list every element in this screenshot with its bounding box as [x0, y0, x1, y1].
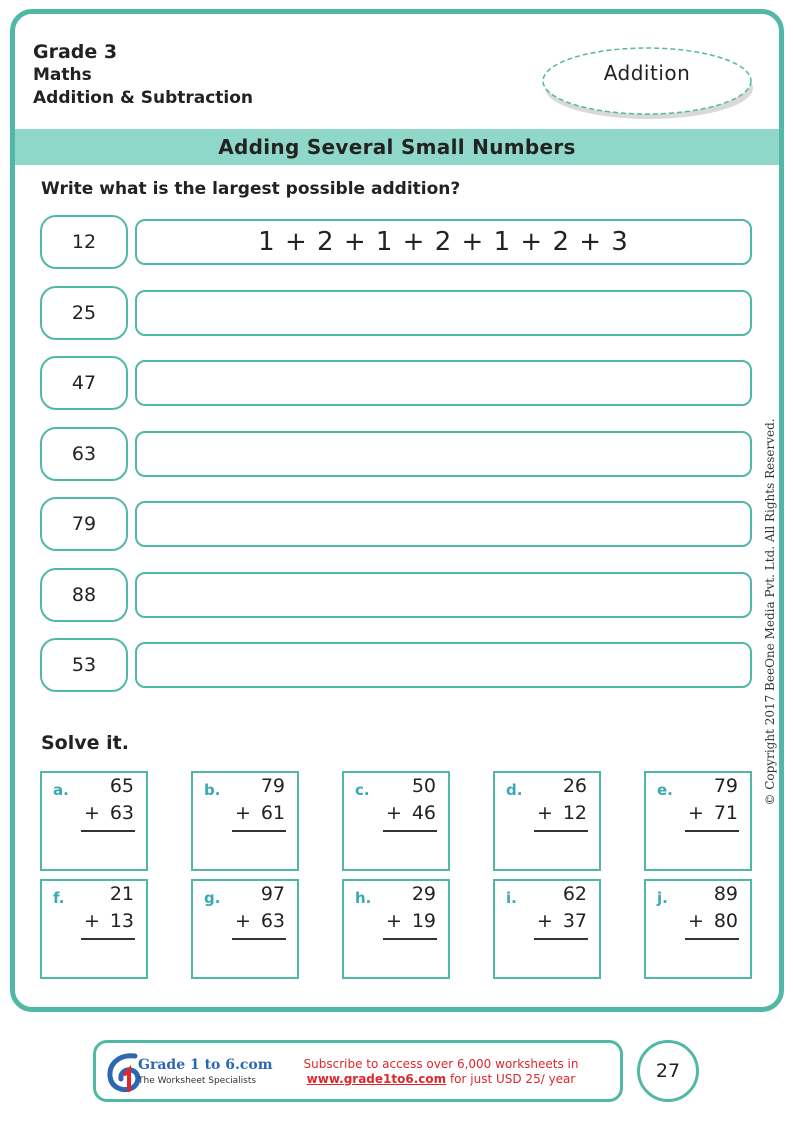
operator-sign: + [386, 910, 402, 932]
target-number-box: 88 [40, 568, 128, 622]
answer-rule [81, 938, 135, 940]
addition-row [40, 215, 758, 271]
addition-problem[interactable] [342, 771, 450, 871]
bottom-addend: 19 [411, 910, 436, 932]
bottom-addend: 61 [260, 802, 285, 824]
promo-price: for just USD 25/ year [446, 1072, 576, 1086]
top-addend: 97 [260, 883, 285, 905]
addition-problem[interactable] [644, 771, 752, 871]
operator-sign: + [235, 802, 251, 824]
top-addend: 65 [109, 775, 134, 797]
addition-problem[interactable] [493, 771, 601, 871]
bottom-addend: 80 [713, 910, 738, 932]
answer-box[interactable] [135, 642, 752, 688]
subject-label: Maths [33, 65, 92, 85]
subscribe-promo [271, 1057, 611, 1087]
bottom-addend: 46 [411, 802, 436, 824]
top-addend: 89 [713, 883, 738, 905]
addition-problem[interactable] [644, 879, 752, 979]
cloud-label: Addition [603, 61, 691, 85]
addition-problem[interactable] [191, 879, 299, 979]
section1-instruction: Write what is the largest possible addition? [41, 179, 461, 199]
problem-label: i. [506, 889, 517, 907]
top-addend: 50 [411, 775, 436, 797]
grade-label: Grade 3 [33, 41, 118, 63]
bottom-addend: 63 [109, 802, 134, 824]
addition-problem[interactable] [40, 879, 148, 979]
worksheet-frame [10, 9, 784, 1012]
addition-row [40, 497, 758, 553]
problem-label: f. [53, 889, 65, 907]
bottom-addend: 37 [562, 910, 587, 932]
problem-label: h. [355, 889, 372, 907]
answer-rule [534, 830, 588, 832]
problem-label: e. [657, 781, 673, 799]
operator-sign: + [386, 802, 402, 824]
addition-row [40, 568, 758, 624]
target-number-box: 53 [40, 638, 128, 692]
topic-label: Addition & Subtraction [33, 88, 254, 108]
target-number-box: 79 [40, 497, 128, 551]
top-addend: 29 [411, 883, 436, 905]
addition-row [40, 638, 758, 694]
problem-label: a. [53, 781, 69, 799]
problem-label: b. [204, 781, 221, 799]
answer-rule [534, 938, 588, 940]
problem-label: j. [657, 889, 668, 907]
operator-sign: + [537, 910, 553, 932]
operator-sign: + [688, 802, 704, 824]
answer-rule [685, 938, 739, 940]
footer-banner [93, 1040, 623, 1102]
answer-rule [81, 830, 135, 832]
problem-label: d. [506, 781, 523, 799]
section2-instruction: Solve it. [41, 732, 129, 754]
bottom-addend: 63 [260, 910, 285, 932]
topic-cloud [538, 34, 756, 122]
addition-row [40, 427, 758, 483]
target-number-box: 25 [40, 286, 128, 340]
answer-box[interactable] [135, 572, 752, 618]
answer-rule [383, 830, 437, 832]
addition-row [40, 286, 758, 342]
answer-box[interactable] [135, 290, 752, 336]
logo-tagline: The Worksheet Specialists [138, 1076, 257, 1086]
top-addend: 79 [260, 775, 285, 797]
operator-sign: + [235, 910, 251, 932]
answer-box[interactable]: 1 + 2 + 1 + 2 + 1 + 2 + 3 [135, 219, 752, 265]
target-number-box: 63 [40, 427, 128, 481]
website-link[interactable]: www.grade1to6.com [306, 1072, 447, 1086]
operator-sign: + [537, 802, 553, 824]
top-addend: 21 [109, 883, 134, 905]
addition-problem[interactable] [40, 771, 148, 871]
problem-label: c. [355, 781, 370, 799]
addition-problem[interactable] [493, 879, 601, 979]
operator-sign: + [84, 910, 100, 932]
top-addend: 26 [562, 775, 587, 797]
bottom-addend: 71 [713, 802, 738, 824]
answer-rule [232, 938, 286, 940]
answer-box[interactable] [135, 501, 752, 547]
operator-sign: + [84, 802, 100, 824]
promo-line2 [271, 1072, 611, 1087]
answer-rule [685, 830, 739, 832]
answer-box[interactable] [135, 431, 752, 477]
bottom-addend: 13 [109, 910, 134, 932]
answer-rule [383, 938, 437, 940]
answer-rule [232, 830, 286, 832]
logo-title: Grade 1 to 6.com [138, 1057, 273, 1073]
worksheet-title: Adding Several Small Numbers [15, 129, 779, 165]
promo-line1: Subscribe to access over 6,000 worksheets in [303, 1057, 579, 1071]
page-number: 27 [637, 1040, 699, 1102]
header-block [33, 40, 253, 110]
target-number-box: 47 [40, 356, 128, 410]
copyright-text: © Copyright 2017 BeeOne Media Pvt. Ltd. All Rights Reserved. [763, 418, 777, 806]
addition-problem[interactable] [191, 771, 299, 871]
top-addend: 62 [562, 883, 587, 905]
bottom-addend: 12 [562, 802, 587, 824]
operator-sign: + [688, 910, 704, 932]
addition-row [40, 356, 758, 412]
top-addend: 79 [713, 775, 738, 797]
addition-problem[interactable] [342, 879, 450, 979]
target-number-box: 12 [40, 215, 128, 269]
answer-box[interactable] [135, 360, 752, 406]
problem-label: g. [204, 889, 221, 907]
